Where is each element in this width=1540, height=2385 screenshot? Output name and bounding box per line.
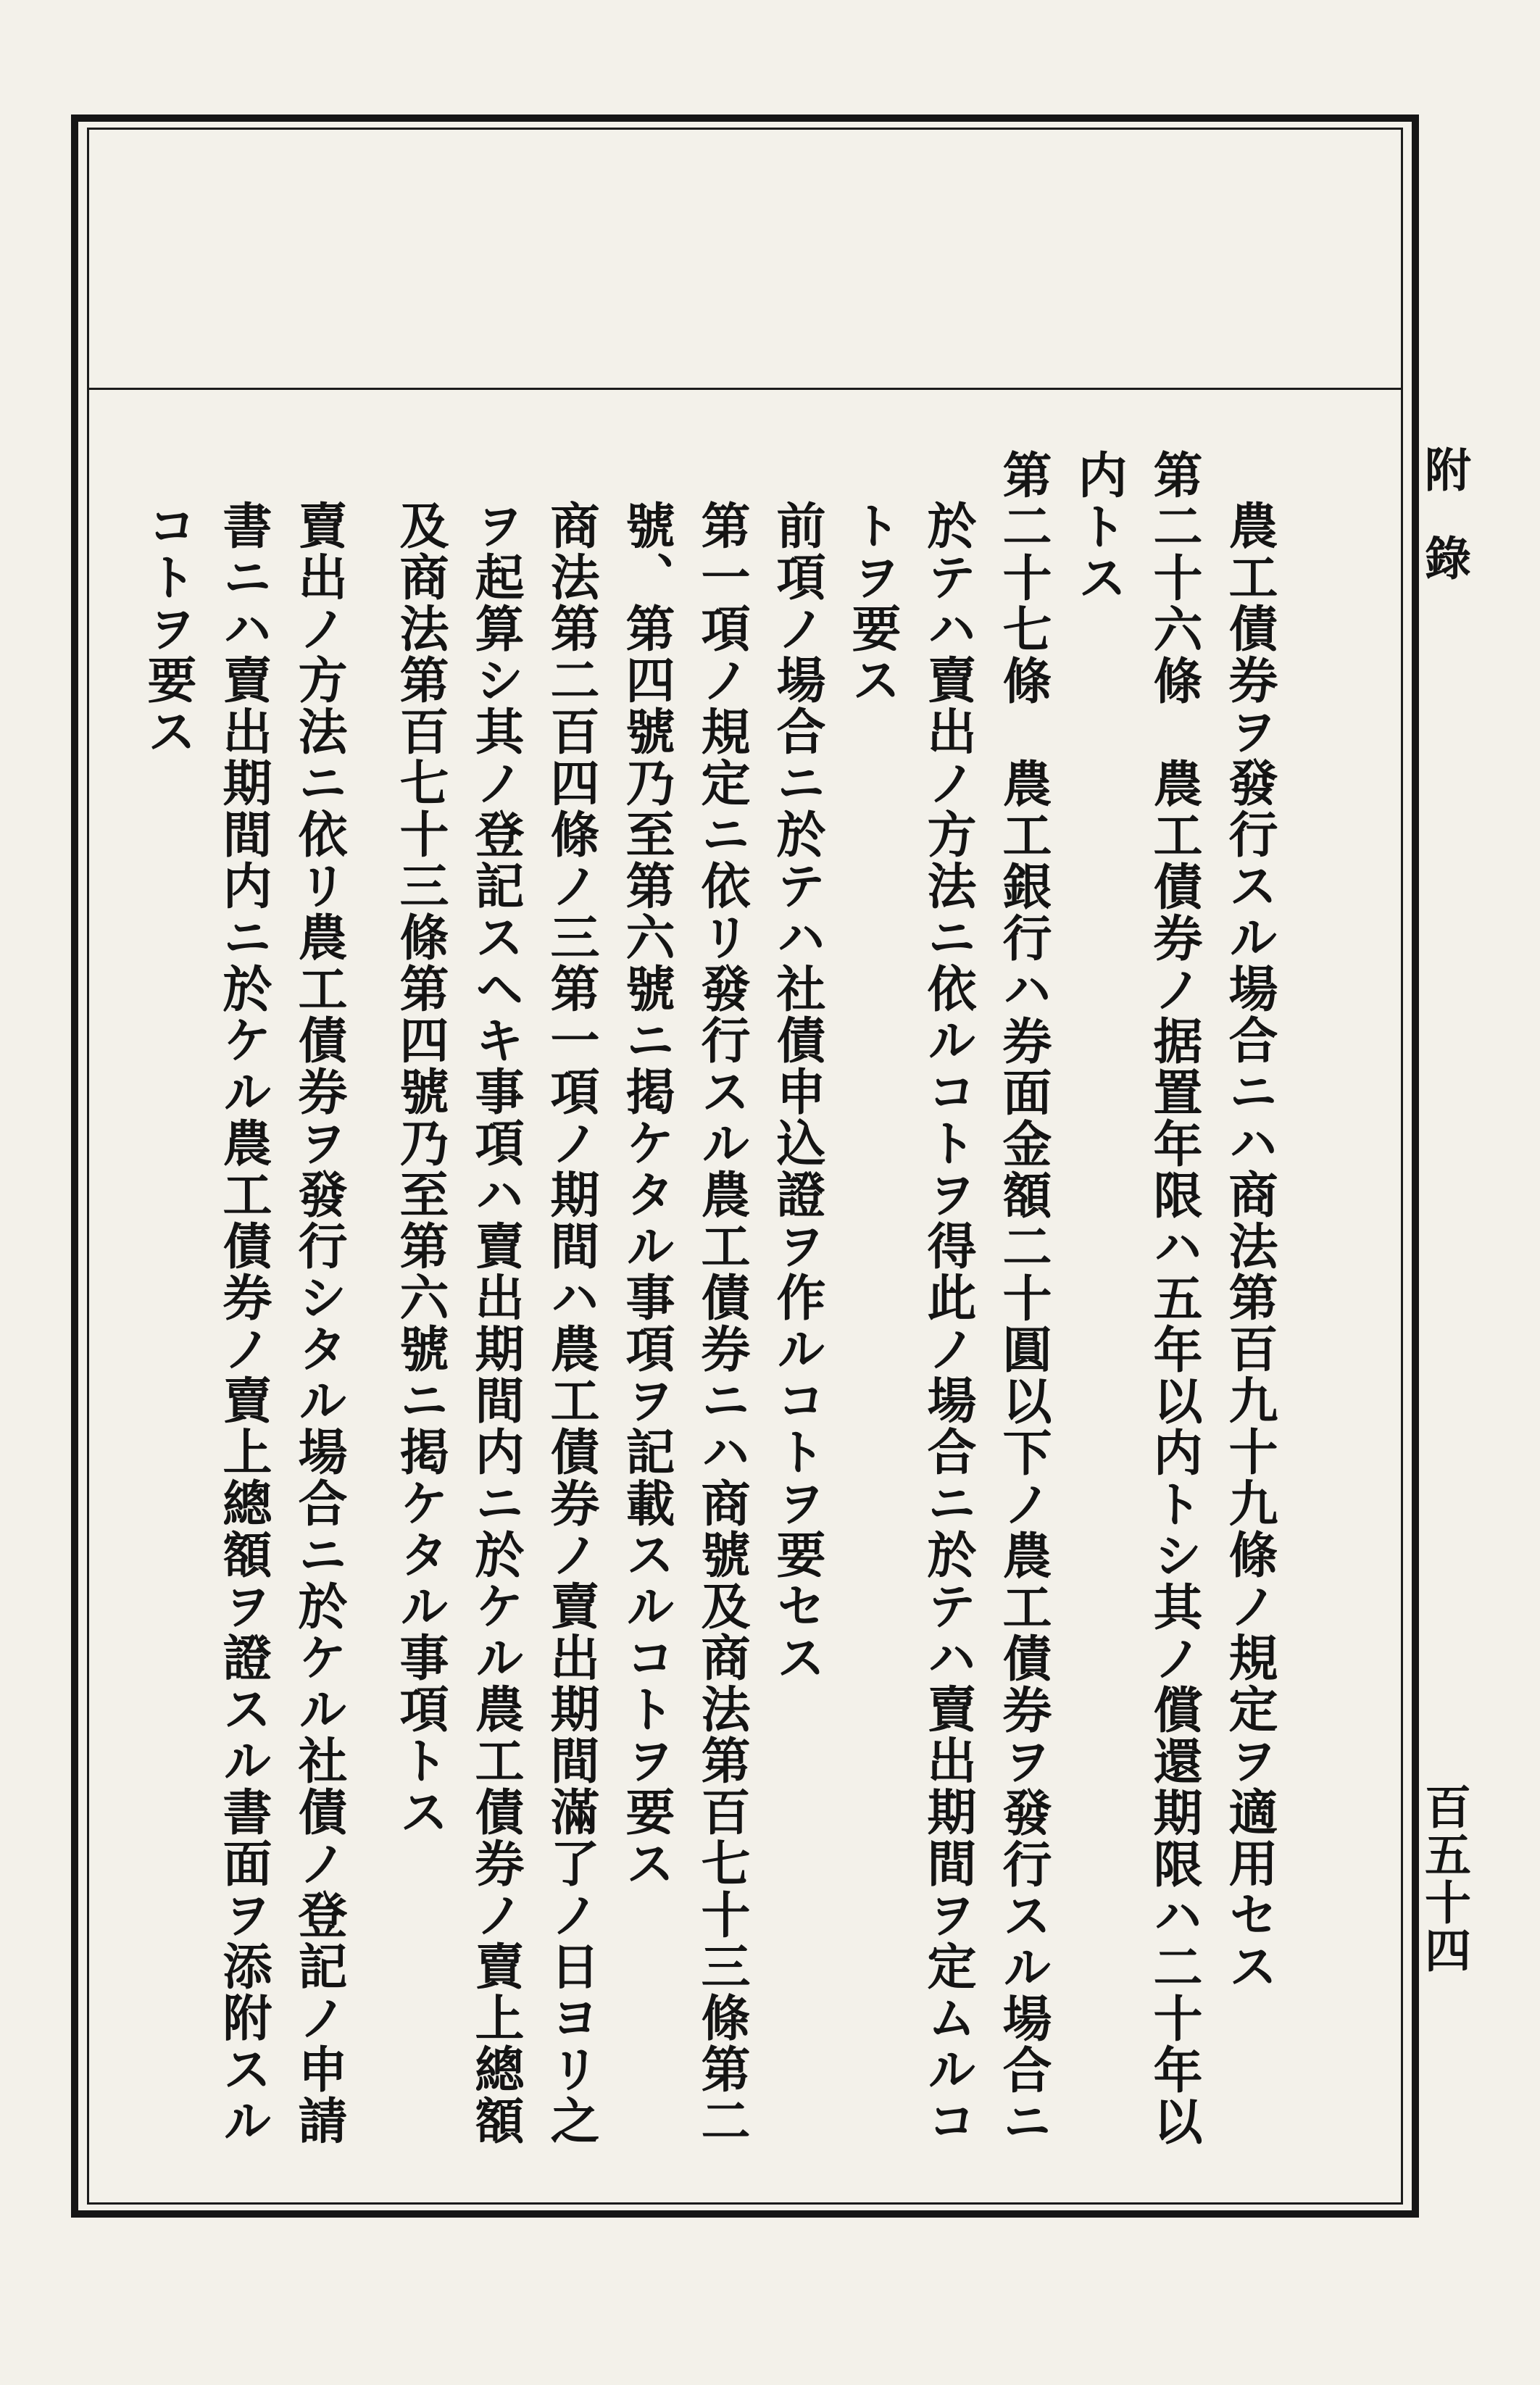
text-column: ヲ起算シ其ノ登記スヘキ事項ハ賣出期間内ニ於ケル農工債券ノ賣上總額 (467, 500, 525, 2147)
text-column: 號、第四號乃至第六號ニ掲ケタル事項ヲ記載スルコトヲ要ス (617, 500, 675, 1889)
text-column: 第二十六條 農工債券ノ据置年限ハ五年以内トシ其ノ償還期限ハ二十年以 (1145, 449, 1203, 2147)
text-column: コトヲ要ス (139, 500, 197, 757)
header-rule (87, 388, 1403, 390)
text-column: 及商法第百七十三條第四號乃至第六號ニ掲ケタル事項トス (391, 500, 449, 1838)
text-column: 於テハ賣出ノ方法ニ依ルコトヲ得此ノ場合ニ於テハ賣出期間ヲ定ムルコ (919, 500, 977, 2147)
page-number: 百五十四 (1417, 1783, 1471, 1974)
text-column: 農工債券ヲ發行スル場合ニハ商法第百九十九條ノ規定ヲ適用セス (1220, 500, 1278, 1992)
text-column: 第一項ノ規定ニ依リ發行スル農工債券ニハ商號及商法第百七十三條第二 (693, 500, 751, 2147)
text-column: 書ニハ賣出期間内ニ於ケル農工債券ノ賣上總額ヲ證スル書面ヲ添附スル (215, 500, 272, 2147)
text-column: 内トス (1070, 449, 1128, 604)
section-label: 附錄 (1417, 446, 1471, 623)
text-column: 商法第二百四條ノ三第一項ノ期間ハ農工債券ノ賣出期間滿了ノ日ヨリ之 (542, 500, 600, 2147)
text-column: 賣出ノ方法ニ依リ農工債券ヲ發行シタル場合ニ於ケル社債ノ登記ノ申請 (290, 500, 348, 2147)
text-column: 前項ノ場合ニ於テハ社債申込證ヲ作ルコトヲ要セス (768, 500, 826, 1683)
text-column: トヲ要ス (844, 500, 902, 706)
text-column: 第二十七條 農工銀行ハ券面金額二十圓以下ノ農工債券ヲ發行スル場合ニ (994, 449, 1052, 2147)
